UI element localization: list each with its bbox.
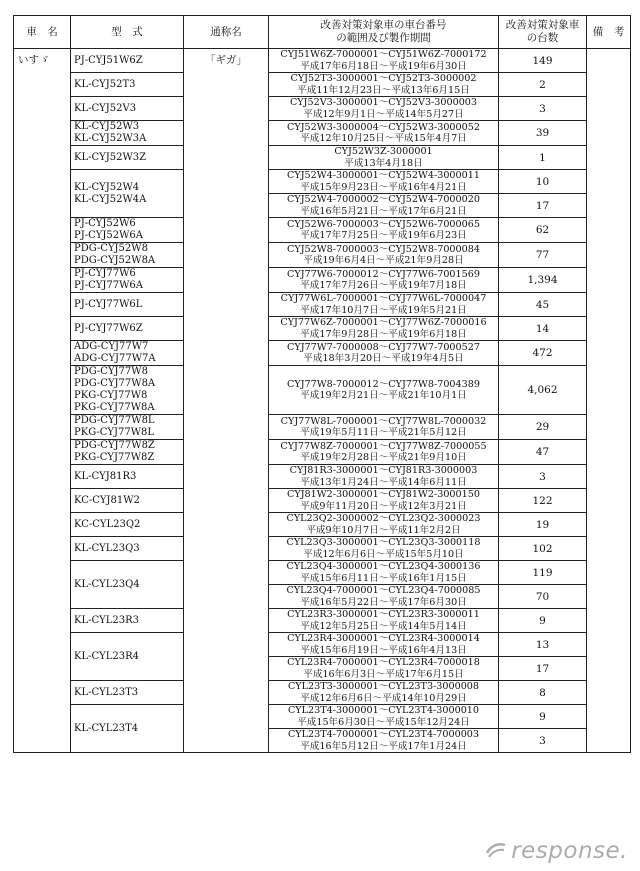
table-body [14, 49, 631, 753]
nickname-cell: 「ギガ」 [184, 49, 269, 753]
model-name: PDG-CYJ77W8 [74, 366, 148, 377]
model-name: KL-CYJ52V3 [74, 102, 137, 114]
count-cell: 39 [499, 121, 587, 146]
vin-range: CYL23R3-3000001～CYL23R3-3000011 [287, 609, 480, 620]
model-cell [71, 366, 184, 415]
model-name: PKG-CYJ77W8 [74, 390, 148, 401]
table-row [14, 513, 631, 537]
range-cell [269, 440, 499, 465]
production-period: 平成11年12月23日～平成13年6月15日 [297, 84, 470, 96]
table-row [14, 268, 631, 293]
model-name: KC-CYJ81W2 [74, 494, 140, 506]
model-name: KL-CYL23Q4 [74, 578, 140, 590]
count-cell: 149 [499, 49, 587, 73]
vin-range: CYJ77W8-7000012～CYJ77W8-7004389 [287, 378, 480, 390]
vin-range: CYJ52W4-3000001～CYJ52W4-3000011 [287, 170, 480, 181]
production-period: 平成15年9月23日～平成16年4月21日 [300, 181, 467, 193]
table-row [14, 317, 631, 341]
model-name: PDG-CYJ52W8A [74, 255, 156, 266]
model-name: ADG-CYJ77W7A [74, 353, 156, 364]
model-cell [71, 489, 184, 513]
model-name: KL-CYJ52W3Z [74, 151, 147, 163]
vin-range: CYJ81W2-3000001～CYJ81W2-3000150 [287, 489, 480, 500]
model-cell [71, 705, 184, 753]
range-cell [269, 489, 499, 513]
model-cell [71, 440, 184, 465]
count-cell: 70 [499, 585, 587, 609]
range-cell [269, 49, 499, 73]
count-cell: 3 [499, 97, 587, 121]
range-cell [269, 146, 499, 170]
production-period: 平成16年5月22日～平成17年6月30日 [300, 596, 467, 608]
range-cell [269, 513, 499, 537]
production-period: 平成17年7月25日～平成19年6月23日 [300, 230, 467, 241]
model-cell [71, 170, 184, 218]
vin-range: CYJ51W6Z-7000001～CYJ51W6Z-7000172 [280, 49, 487, 60]
production-period: 平成9年11月20日～平成12年3月21日 [300, 500, 467, 512]
model-name: PJ-CYJ77W6A [74, 280, 143, 291]
count-cell: 62 [499, 218, 587, 243]
response-logo-icon [485, 841, 507, 861]
table-row [14, 465, 631, 489]
header-range-line1: 改善対策対象車の車台番号 [320, 19, 447, 31]
count-cell: 3 [499, 465, 587, 489]
vin-range: CYJ77W6L-7000001～CYJ77W6L-7000047 [280, 293, 487, 304]
vin-range: CYJ77W6-7000012～CYJ77W6-7001569 [287, 268, 480, 280]
header-note: 備 考 [587, 16, 631, 49]
production-period: 平成19年2月21日～平成21年10月1日 [300, 390, 467, 401]
range-cell [269, 465, 499, 489]
model-name: PJ-CYJ51W6Z [74, 54, 143, 66]
vin-range: CYJ81R3-3000001～CYJ81R3-3000003 [289, 465, 478, 476]
model-name: PJ-CYJ77W6Z [74, 322, 143, 334]
model-name: PJ-CYJ52W6A [74, 230, 143, 241]
vin-range: CYL23Q4-3000001～CYL23Q4-3000136 [286, 561, 481, 572]
model-cell [71, 415, 184, 440]
model-cell [71, 341, 184, 366]
vin-range: CYJ52W8-7000003～CYJ52W8-7000084 [287, 243, 480, 255]
model-cell [71, 293, 184, 317]
count-cell: 19 [499, 513, 587, 537]
model-name: PKG-CYJ77W8L [74, 427, 155, 438]
range-cell [269, 415, 499, 440]
table-row [14, 97, 631, 121]
production-period: 平成12年6月6日～平成14年10月29日 [300, 692, 467, 704]
production-period: 平成15年6月19日～平成16年4月13日 [300, 644, 467, 656]
table-row [14, 633, 631, 657]
table-row [14, 537, 631, 561]
vin-range: CYJ52T3-3000001～CYJ52T3-3000002 [290, 73, 477, 84]
table-row [14, 366, 631, 415]
production-period: 平成18年3月20日～平成19年4月5日 [303, 353, 464, 364]
range-cell [269, 729, 499, 753]
model-name: ADG-CYJ77W7 [74, 341, 149, 352]
model-name: PKG-CYJ77W8A [74, 402, 155, 413]
vin-range: CYJ52W3-3000004～CYJ52W3-3000052 [287, 121, 480, 133]
table-row [14, 218, 631, 243]
table-row [14, 489, 631, 513]
model-name: KL-CYJ52T3 [74, 78, 136, 90]
model-name: KL-CYJ52W3 [74, 121, 140, 132]
count-cell: 8 [499, 681, 587, 705]
model-name: KL-CYJ52W3A [74, 133, 147, 144]
range-cell [269, 705, 499, 729]
range-cell [269, 317, 499, 341]
count-cell: 4,062 [499, 366, 587, 415]
range-cell [269, 366, 499, 415]
table-row [14, 681, 631, 705]
note-cell [587, 49, 631, 753]
table-row [14, 705, 631, 729]
model-name: PDG-CYJ52W8 [74, 243, 148, 254]
model-name: KL-CYL23R4 [74, 650, 139, 662]
count-cell: 9 [499, 609, 587, 633]
vin-range: CYJ77W7-7000008～CYJ77W7-7000527 [287, 341, 480, 353]
model-cell [71, 121, 184, 146]
model-name: KL-CYL23R3 [74, 614, 139, 626]
count-cell: 1,394 [499, 268, 587, 293]
table-row [14, 121, 631, 146]
count-cell: 119 [499, 561, 587, 585]
count-cell: 3 [499, 729, 587, 753]
production-period: 平成13年1月24日～平成14年6月11日 [300, 476, 467, 488]
model-cell [71, 243, 184, 268]
production-period: 平成17年9月28日～平成19年6月18日 [300, 328, 467, 340]
model-cell [71, 561, 184, 609]
model-cell [71, 97, 184, 121]
maker-cell: いすゞ [14, 49, 71, 753]
table-row [14, 243, 631, 268]
count-cell: 14 [499, 317, 587, 341]
model-name: KL-CYJ52W4 [74, 181, 140, 193]
production-period: 平成12年5月25日～平成14年5月14日 [300, 620, 467, 632]
model-cell [71, 633, 184, 681]
production-period: 平成19年5月11日～平成21年5月12日 [300, 427, 467, 438]
count-cell: 29 [499, 415, 587, 440]
model-cell [71, 609, 184, 633]
vin-range: CYL23Q2-3000002～CYL23Q2-3000023 [286, 513, 481, 524]
vin-range: CYJ52W4-7000002～CYJ52W4-7000020 [287, 194, 480, 205]
range-cell [269, 194, 499, 218]
table-row [14, 415, 631, 440]
production-period: 平成12年10月25日～平成15年4月7日 [300, 133, 467, 144]
header-count-line2: の台数 [526, 32, 559, 44]
production-period: 平成16年5月12日～平成17年1月24日 [300, 740, 467, 752]
vin-range: CYJ77W8L-7000001～CYJ77W8L-7000032 [280, 415, 487, 427]
count-cell: 1 [499, 146, 587, 170]
vin-range: CYL23T4-3000001～CYL23T4-3000010 [287, 705, 480, 716]
model-name: KL-CYL23T4 [74, 722, 139, 734]
model-name: PDG-CYJ77W8A [74, 378, 156, 389]
header-maker: 車 名 [14, 16, 71, 49]
production-period: 平成13年4月18日 [344, 157, 423, 169]
header-count [499, 16, 587, 49]
response-watermark [485, 837, 628, 865]
header-range [269, 16, 499, 49]
range-cell [269, 633, 499, 657]
production-period: 平成16年5月21日～平成17年6月21日 [300, 205, 467, 217]
model-cell [71, 218, 184, 243]
count-cell: 10 [499, 170, 587, 194]
vin-range: CYL23T3-3000001～CYL23T3-3000008 [287, 681, 480, 692]
range-cell [269, 561, 499, 585]
range-cell [269, 170, 499, 194]
count-cell: 17 [499, 194, 587, 218]
table-row [14, 293, 631, 317]
model-cell [71, 146, 184, 170]
range-cell [269, 609, 499, 633]
production-period: 平成19年2月28日～平成21年9月10日 [300, 452, 467, 463]
range-cell [269, 657, 499, 681]
range-cell [269, 97, 499, 121]
model-cell [71, 681, 184, 705]
count-cell: 9 [499, 705, 587, 729]
range-cell [269, 293, 499, 317]
count-cell: 17 [499, 657, 587, 681]
range-cell [269, 218, 499, 243]
header-count-line1: 改善対策対象車 [505, 19, 580, 31]
vin-range: CYL23R4-7000001～CYL23R4-7000018 [287, 657, 480, 668]
range-cell [269, 73, 499, 97]
range-cell [269, 681, 499, 705]
table-row [14, 341, 631, 366]
vin-range: CYJ52V3-3000001～CYJ52V3-3000003 [289, 97, 478, 108]
production-period: 平成17年10月7日～平成19年5月21日 [300, 304, 467, 316]
count-cell: 2 [499, 73, 587, 97]
vin-range: CYL23T4-7000001～CYL23T4-7000003 [287, 729, 480, 740]
count-cell: 77 [499, 243, 587, 268]
table-row [14, 73, 631, 97]
production-period: 平成17年7月26日～平成19年7月18日 [300, 280, 467, 291]
model-cell [71, 513, 184, 537]
model-name: KL-CYL23T3 [74, 686, 139, 698]
vin-range: CYJ77W6Z-7000001～CYJ77W6Z-7000016 [280, 317, 487, 328]
model-cell [71, 465, 184, 489]
production-period: 平成16年6月3日～平成17年6月15日 [303, 668, 464, 680]
table-row [14, 170, 631, 194]
model-cell [71, 537, 184, 561]
range-cell [269, 268, 499, 293]
model-name: PJ-CYJ77W6L [74, 298, 143, 310]
model-name: PDG-CYJ77W8L [74, 415, 155, 426]
production-period: 平成17年6月18日～平成19年6月30日 [300, 60, 467, 72]
count-cell: 13 [499, 633, 587, 657]
range-cell [269, 243, 499, 268]
range-cell [269, 537, 499, 561]
model-name: PDG-CYJ77W8Z [74, 440, 155, 451]
header-row [14, 16, 631, 49]
table-row [14, 561, 631, 585]
production-period: 平成15年6月11日～平成16年1月15日 [300, 572, 467, 584]
vin-range: CYL23R4-3000001～CYL23R4-3000014 [287, 633, 480, 644]
table-row [14, 440, 631, 465]
vin-range: CYL23Q3-3000001～CYL23Q3-3000118 [286, 537, 481, 548]
count-cell: 47 [499, 440, 587, 465]
count-cell: 45 [499, 293, 587, 317]
production-period: 平成9年10月7日～平成11年2月2日 [306, 524, 461, 536]
header-nickname: 通称名 [184, 16, 269, 49]
model-name: PJ-CYJ52W6 [74, 218, 136, 229]
model-name: KC-CYL23Q2 [74, 518, 141, 530]
vin-range: CYL23Q4-7000001～CYL23Q4-7000085 [286, 585, 481, 596]
model-cell [71, 317, 184, 341]
model-name: KL-CYJ52W4A [74, 193, 147, 205]
watermark-text: response. [511, 838, 628, 864]
model-name: KL-CYJ81R3 [74, 470, 137, 482]
vin-range: CYJ77W8Z-7000001～CYJ77W8Z-7000055 [280, 440, 487, 452]
recall-table [13, 15, 631, 753]
production-period: 平成15年6月30日～平成15年12月24日 [297, 716, 470, 728]
count-cell: 122 [499, 489, 587, 513]
table-row [14, 146, 631, 170]
range-cell [269, 585, 499, 609]
table-row [14, 49, 631, 73]
model-cell [71, 268, 184, 293]
model-cell [71, 73, 184, 97]
model-name: PJ-CYJ77W6 [74, 268, 136, 279]
range-cell [269, 341, 499, 366]
count-cell: 472 [499, 341, 587, 366]
vin-range: CYJ52W6-7000003～CYJ52W6-7000065 [287, 218, 480, 230]
production-period: 平成12年6月6日～平成15年5月10日 [303, 548, 464, 560]
model-name: PKG-CYJ77W8Z [74, 452, 155, 463]
production-period: 平成12年9月1日～平成14年5月27日 [303, 108, 464, 120]
header-range-line2: の範囲及び製作期間 [336, 32, 431, 44]
table-row [14, 609, 631, 633]
count-cell: 102 [499, 537, 587, 561]
production-period: 平成19年6月4日～平成21年9月28日 [303, 255, 464, 266]
header-model: 型 式 [71, 16, 184, 49]
model-name: KL-CYL23Q3 [74, 542, 140, 554]
vin-range: CYJ52W3Z-3000001 [334, 146, 433, 157]
range-cell [269, 121, 499, 146]
model-cell [71, 49, 184, 73]
